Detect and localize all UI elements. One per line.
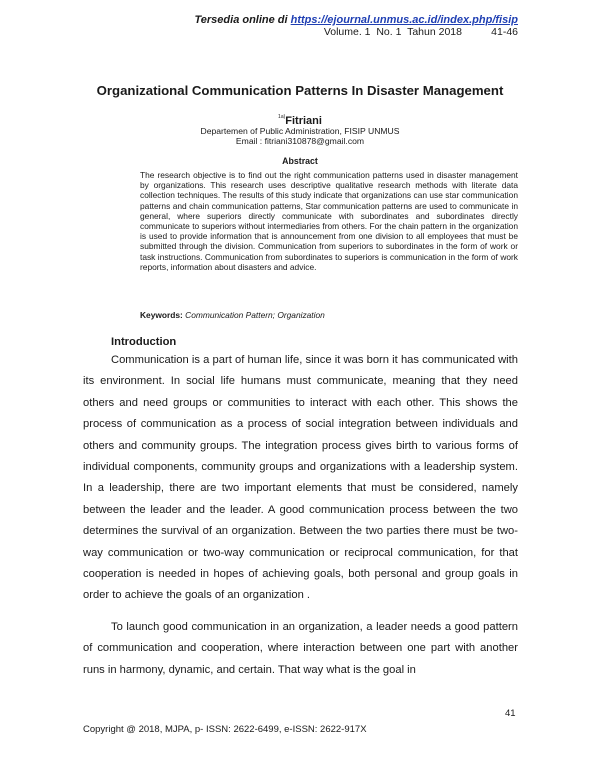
keywords-label: Keywords:	[140, 310, 183, 320]
journal-availability-line	[194, 14, 518, 26]
paper-title: Organizational Communication Patterns In Disaster Management	[96, 83, 504, 98]
keywords-value: Communication Pattern; Organization	[185, 310, 325, 320]
abstract-heading: Abstract	[282, 156, 318, 166]
journal-url-link[interactable]: https://ejournal.unmus.ac.id/index.php/fisip	[290, 14, 518, 26]
keywords-line	[140, 310, 325, 320]
author-affiliation: Departemen of Public Administration, FISIP UNMUS	[200, 126, 400, 136]
introduction-paragraph-2: To launch good communication in an organization, a leader needs a good pattern of communication and cooperation, where interaction between one part with another runs in harmony, dynamic, and certain. That way what is the goal in	[83, 621, 518, 676]
introduction-paragraph-1: Communication is a part of human life, since it was born it has communicated with its environment. In social life humans must communicate, meaning that they need others and need groups or communities to interact with each other. This shows the process of communication as a process of social integration between individuals and others and community groups. The integration process gives birth to various forms of individual components, community groups and organizations with a leadership system. In a leadership, there are two important elements that must be considered, namely between the leader and the leader. A good communication process between the two determines the survival of an organization. Between the two parties there must be two-way communication or two-way communication or reciprocal communication, for that cooperation is needed in hopes of achieving goals, both personal and group goals in order to achieve the goals of an organization .	[83, 354, 518, 602]
volume-line: Volume. 1 No. 1 Tahun 2018 41-46	[323, 26, 518, 38]
page-number: 41	[505, 708, 516, 719]
author-email: Email : fitriani310878@gmail.com	[235, 136, 365, 146]
author-affiliation-block	[0, 126, 600, 146]
copyright-footer: Copyright @ 2018, MJPA, p- ISSN: 2622-6499, e-ISSN: 2622-917X	[83, 724, 367, 735]
availability-prefix: Tersedia online di	[194, 14, 291, 26]
abstract-text: The research objective is to find out the right communication patterns used in disaster management by organizations. This research uses descriptive qualitative research methods with literate data collection techniques. The results of this study indicate that organizations can use star communication patterns and chain communication patterns, Star communication patterns are used to communicate in general, where superiors directly communicate with subordinates and subordinates directly communicate to superiors without intermediaries from others. For the chain pattern in the organization is used to provide information that is announcement from one division to all employees that must be submitted through the division. Communication from superiors to subordinates in the form of work or task instructions. Communication from subordinates to superiors is communication in the form of work reports, information about disasters and advice.	[140, 170, 518, 272]
introduction-heading: Introduction	[111, 336, 177, 348]
author-name: Fitriani	[285, 115, 322, 127]
author-mark: 1a)	[278, 114, 286, 120]
